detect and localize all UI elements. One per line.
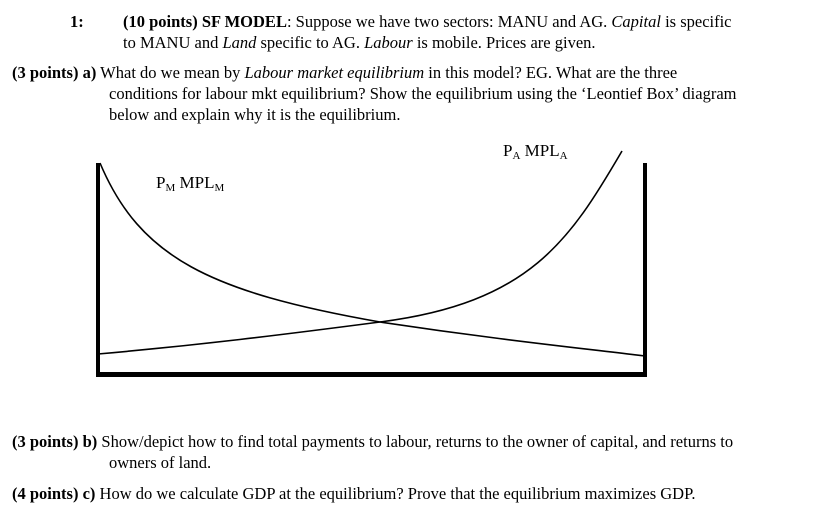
part-b-points: (3 points) b) bbox=[12, 432, 98, 451]
part-b-line-2: owners of land. bbox=[109, 453, 212, 472]
part-c-points: (4 points) c) bbox=[12, 484, 96, 503]
part-a-line-2: conditions for labour mkt equilibrium? Show the equilibrium using the ‘Leontief Box’ diagram bbox=[109, 84, 737, 103]
part-a-text: in this model? EG. What are the three bbox=[424, 63, 678, 82]
price-subscript: M bbox=[165, 182, 176, 194]
question-points-title: (10 points) SF MODEL bbox=[123, 12, 287, 31]
question-number: 1: bbox=[70, 12, 84, 31]
question-text: is mobile. Prices are given. bbox=[412, 33, 596, 52]
mpl-subscript: M bbox=[214, 182, 225, 194]
price-symbol: P bbox=[156, 173, 166, 192]
question-text: specific to AG. bbox=[256, 33, 365, 52]
mpl-symbol: MPL bbox=[175, 173, 215, 192]
price-symbol: P bbox=[503, 141, 513, 160]
mpl-subscript: A bbox=[559, 150, 568, 162]
price-subscript: A bbox=[512, 150, 521, 162]
labour-word: Labour bbox=[364, 33, 413, 52]
capital-word: Capital bbox=[611, 12, 661, 31]
question-text: is specific bbox=[660, 12, 732, 31]
part-b-line-1 bbox=[12, 431, 733, 452]
part-a-line-3: below and explain why it is the equilibrium. bbox=[109, 105, 401, 124]
part-b-text: Show/depict how to find total payments to labour, returns to the owner of capital, and returns to bbox=[97, 432, 734, 451]
part-a-text: What do we mean by bbox=[96, 63, 245, 82]
mpl-symbol: MPL bbox=[520, 141, 560, 160]
part-c-line-1 bbox=[12, 483, 696, 504]
question-text: : Suppose we have two sectors: MANU and AG. bbox=[286, 12, 612, 31]
land-word: Land bbox=[222, 33, 257, 52]
part-a-points: (3 points) a) bbox=[12, 63, 97, 82]
ag-curve-label bbox=[503, 140, 568, 161]
question-text: to MANU and bbox=[123, 33, 223, 52]
part-a-emphasis: Labour market equilibrium bbox=[244, 63, 425, 82]
part-c-text: How do we calculate GDP at the equilibrium? Prove that the equilibrium maximizes GDP. bbox=[95, 484, 696, 503]
manu-curve-label bbox=[156, 172, 224, 193]
